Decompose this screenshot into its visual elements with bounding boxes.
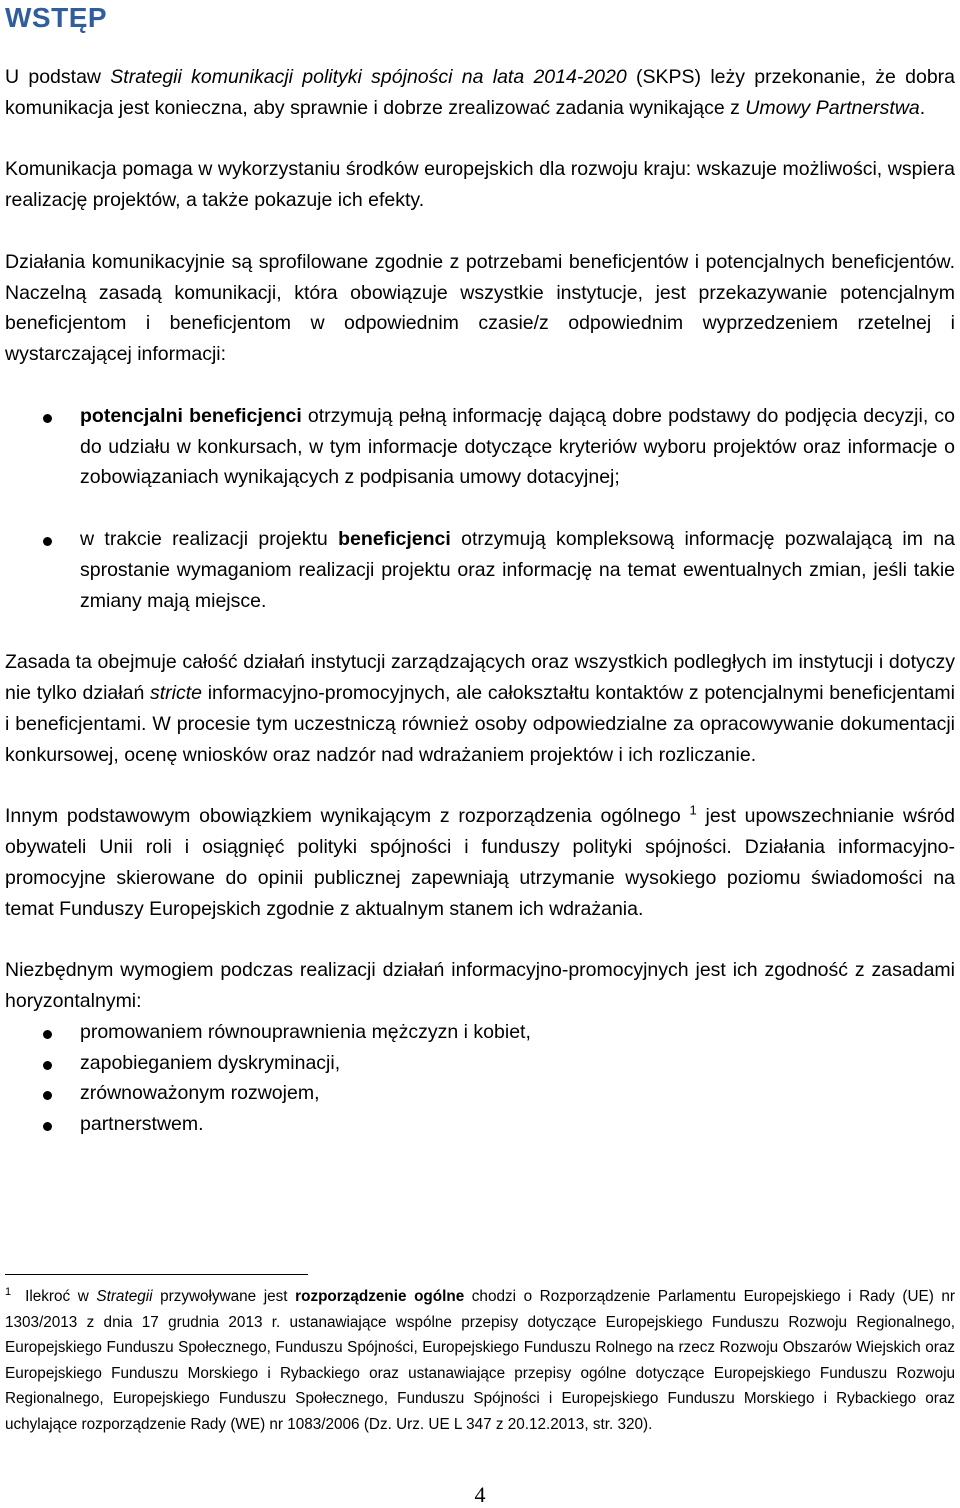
page-number: 4 bbox=[474, 1482, 486, 1507]
text-run: U podstaw bbox=[5, 66, 111, 88]
body-text bbox=[5, 62, 955, 1171]
list-item: partnerstwem. bbox=[5, 1109, 955, 1140]
section-heading: WSTĘP bbox=[5, 2, 108, 33]
paragraph-requirement: Niezbędnym wymogiem podczas realizacji działań informacyjno-promocyjnych jest ich zgodność z zasadami horyzontalnymi: bbox=[5, 959, 955, 1012]
paragraph-obligation: Innym podstawowym obowiązkiem wynikającym z rozporządzenia ogólnego $^1$ jest upowszechnianie wśród obywateli Unii roli i osiągnięć polityki spójności i funduszy polityki spójności. Działania informacyjno-promocyjne skierowane do opinii publicznej zapewniają utrzymanie wysokiego poziomu świadomości na temat Funduszy Europejskich zgodnie z aktualnym stanem ich wdrażania. bbox=[5, 802, 955, 920]
italic-term: stricte bbox=[149, 681, 202, 704]
text-run: . bbox=[919, 96, 926, 119]
paragraph-communication: Komunikacja pomaga w wykorzystaniu środków europejskich dla rozwoju kraju: wskazuje możliwości, wspiera realizację projektów, a także pokazuje ich efekty. bbox=[5, 158, 955, 212]
footnote-separator bbox=[5, 1274, 308, 1275]
italic-term: Strategii bbox=[96, 1288, 153, 1305]
bullet-icon bbox=[43, 1061, 52, 1070]
footnote-mark: 1 bbox=[5, 1285, 12, 1298]
beneficiary-list bbox=[5, 401, 955, 617]
paragraph-principle: Zasada ta obejmuje całość działań instytucji zarządzających oraz wszystkich podległych im instytucji i dotyczy nie tylko działań stricte informacyjno-promocyjnych, ale całokształtu kontaktów z potencjalnymi beneficjentami i beneficjentami. W procesie tym uczestniczą również osoby odpowiedzialne za opracowywanie dokumentacji konkursowej, ocenę wniosków oraz nadzór nad wdrażaniem projektów i ich rozliczanie. bbox=[5, 651, 955, 766]
bold-term: rozporządzenie ogólne bbox=[295, 1288, 465, 1305]
bullet-icon bbox=[43, 537, 52, 546]
bullet-icon bbox=[43, 414, 52, 423]
bold-term: potencjalni beneficjenci bbox=[80, 404, 302, 427]
list-item: zrównoważonym rozwojem, bbox=[5, 1078, 955, 1109]
footnote: $^1$ Ilekroć w Strategii przywoływane jest rozporządzenie ogólne chodzi o Rozporządzenie Parlamentu Europejskiego i Rady (UE) nr 1303/2013 z dnia 17 grudnia 2013 r. ustanawiające wspólne przepisy dotyczące Europejskiego Funduszu Rozwoju Regionalnego, Europejskiego Funduszu Społecznego, Funduszu Spójności, Europejskiego Funduszu Rolnego na rzecz Rozwoju Obszarów Wiejskich oraz Europejskiego Funduszu Morskiego i Rybackiego oraz ustanawiające przepisy ogólne dotyczące Europejskiego Funduszu Rozwoju Regionalnego, Europejskiego Funduszu Społecznego, Funduszu Spójności i Europejskiego Funduszu Morskiego i Rybackiego oraz uchylające rozporządzenie Rady (WE) nr 1083/2006 (Dz. Urz. UE L 347 z 20.12.2013, str. 320). bbox=[5, 1285, 955, 1433]
list-item: w trakcie realizacji projektu beneficjenci otrzymują kompleksową informację pozwalającą im na sprostanie wymaganiom realizacji projektu oraz informację na temat ewentualnych zmian, jeśli takie zmiany mają miejsce. bbox=[5, 524, 955, 616]
text-run: (SKPS) leży przekonanie, że dobra komunikacja jest konieczna, aby sprawnie i dobrze zrealizować zadania wynikające z bbox=[5, 66, 955, 119]
bullet-icon bbox=[43, 1122, 52, 1131]
horizontal-principles-list bbox=[5, 1017, 955, 1140]
strategy-title: Strategii komunikacji polityki spójności na lata 2014-2020 bbox=[110, 66, 627, 88]
list-item: potencjalni beneficjenci otrzymują pełną informację dającą dobre podstawy do podjęcia decyzji, co do udziału w konkursach, w tym informacje dotyczące kryteriów wyboru projektów oraz informacje o zobowiązaniach wynikających z podpisania umowy dotacyjnej; bbox=[5, 401, 955, 493]
paragraph-intro bbox=[5, 62, 955, 124]
list-item: zapobieganiem dyskryminacji, bbox=[5, 1048, 955, 1079]
footnote-reference[interactable]: 1 bbox=[689, 802, 697, 818]
agreement-title: Umowy Partnerstwa bbox=[745, 96, 920, 119]
bullet-icon bbox=[43, 1030, 52, 1039]
bullet-icon bbox=[43, 1091, 52, 1100]
list-item: promowaniem równouprawnienia mężczyzn i kobiet, bbox=[5, 1017, 955, 1048]
paragraph-actions: Działania komunikacyjnie są sprofilowane zgodnie z potrzebami beneficjentów i potencjalnych beneficjentów. Naczelną zasadą komunikacji, która obowiązuje wszystkie instytucje, jest przekazywanie potencjalnym beneficjentom i beneficjentom w odpowiednim czasie/z odpowiednim wyprzedzeniem rzetelnej i wystarczającej informacji: bbox=[5, 250, 955, 366]
bold-term: beneficjenci bbox=[338, 527, 451, 550]
